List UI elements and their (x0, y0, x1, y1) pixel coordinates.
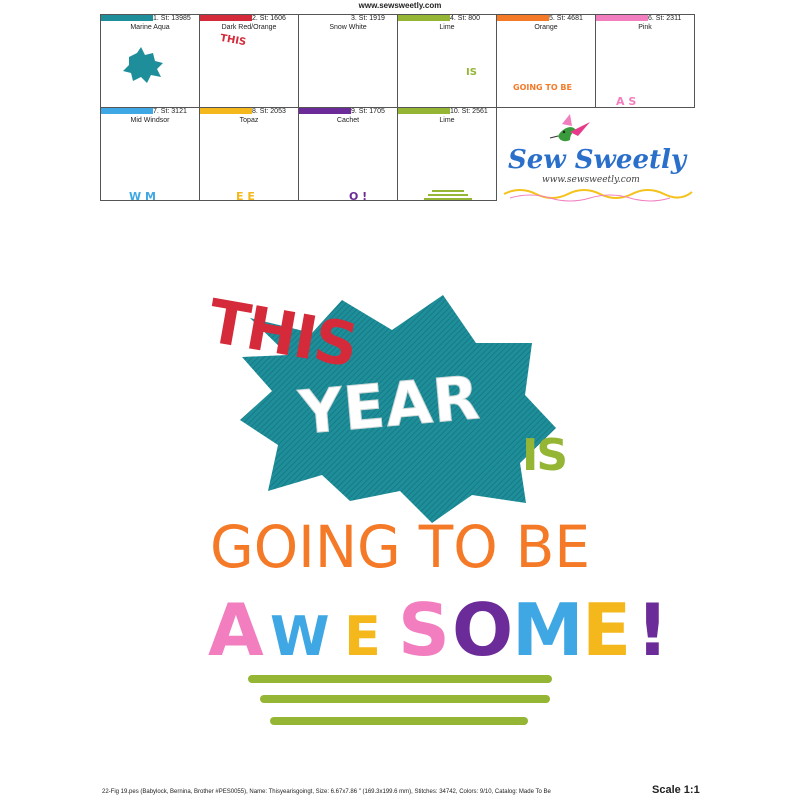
preview-text: GOING TO BE (513, 83, 572, 92)
cell-stitch-count: 10. St: 2561 (450, 108, 488, 115)
design-line-going-to-be: GOING TO BE (210, 513, 590, 581)
cell-color-name: Cachet (336, 117, 360, 124)
color-swatch (200, 108, 252, 114)
color-cell (298, 107, 398, 201)
cell-stitch-count: 5. St: 4681 (549, 15, 583, 22)
design-stripe (270, 717, 528, 725)
design-stripe (260, 695, 550, 703)
color-cell (397, 107, 497, 201)
cell-stitch-count: 3. St: 1919 (351, 15, 385, 22)
logo-name: Sew Sweetly (508, 145, 686, 175)
embroidery-design-preview (100, 215, 700, 770)
cell-preview (299, 35, 397, 108)
color-cell (397, 14, 497, 108)
design-stripe (248, 675, 552, 683)
cell-color-name: Pink (638, 24, 652, 31)
cell-preview (398, 35, 496, 108)
cell-preview (101, 35, 199, 108)
preview-text: E E (236, 190, 255, 201)
cell-preview (200, 128, 298, 201)
awesome-letter: S (398, 588, 450, 672)
cell-color-name: Dark Red/Orange (221, 24, 277, 31)
design-word-year: YEAR (296, 363, 483, 449)
color-swatch (101, 15, 153, 21)
color-cell (100, 107, 200, 201)
preview-text: W M (129, 190, 156, 201)
cell-stitch-count: 6. St: 2311 (648, 15, 682, 22)
cell-preview (200, 32, 298, 108)
color-swatch (497, 15, 549, 21)
hummingbird-icon (550, 114, 590, 141)
logo-url: www.sewsweetly.com (542, 175, 640, 185)
burst-shape-preview (101, 35, 200, 108)
cell-color-name: Topaz (239, 117, 259, 124)
cell-color-name: Mid Windsor (130, 117, 170, 124)
cell-preview (596, 35, 694, 108)
color-swatch (596, 15, 648, 21)
cell-preview (497, 35, 595, 108)
awesome-letter: ! (636, 588, 669, 672)
color-cell (100, 14, 200, 108)
design-word-awesome (208, 588, 669, 672)
logo-graphic (500, 110, 698, 206)
preview-text: O ! (349, 190, 368, 201)
cell-color-name: Orange (534, 24, 558, 31)
file-info-footer: 22-Fig 19.pes (Babylock, Bernina, Brother #PES0055), Name: Thisyearisgoingt, Size: 6.67x7.86 " (169.3x199.6 mm), Stitches: 34742, Colors: 9/10, Catalog: Made To Be (102, 789, 551, 795)
design-artwork (100, 215, 700, 770)
stripes-preview (398, 128, 497, 201)
cell-stitch-count: 2. St: 1606 (252, 15, 286, 22)
cell-stitch-count: 1. St: 13985 (153, 15, 191, 22)
awesome-letter: E (582, 588, 632, 672)
cell-preview (101, 128, 199, 201)
awesome-letter: M (512, 588, 584, 672)
awesome-letter: E (344, 605, 381, 668)
cell-color-name: Snow White (329, 24, 367, 31)
color-cell (199, 107, 299, 201)
preview-text: IS (466, 67, 477, 78)
color-cell (595, 14, 695, 108)
color-swatch (299, 108, 351, 114)
design-word-this: THIS (202, 286, 362, 382)
color-swatch (398, 108, 450, 114)
color-swatch (398, 15, 450, 21)
cell-color-name: Lime (439, 117, 455, 124)
color-swatch (200, 15, 252, 21)
color-swatch (299, 15, 351, 21)
awesome-letter: A (208, 588, 264, 672)
site-url: www.sewsweetly.com (358, 1, 442, 10)
cell-stitch-count: 4. St: 800 (450, 15, 480, 22)
cell-color-name: Lime (439, 24, 455, 31)
cell-stitch-count: 8. St: 2053 (252, 108, 286, 115)
scale-label: Scale 1:1 (652, 784, 700, 796)
color-swatch (101, 108, 153, 114)
preview-text: THIS (219, 32, 247, 49)
design-word-is: IS (522, 430, 567, 481)
cell-preview (398, 128, 496, 201)
cell-stitch-count: 7. St: 3121 (153, 108, 187, 115)
awesome-letter: O (452, 588, 514, 672)
preview-text: A S (616, 95, 637, 108)
cell-color-name: Marine Aqua (130, 24, 170, 31)
color-cell (298, 14, 398, 108)
cell-stitch-count: 9. St: 1705 (351, 108, 385, 115)
color-cell (199, 14, 299, 108)
sew-sweetly-logo (500, 110, 698, 206)
awesome-letter: W (270, 605, 330, 668)
cell-preview (299, 128, 397, 201)
color-cell (496, 14, 596, 108)
